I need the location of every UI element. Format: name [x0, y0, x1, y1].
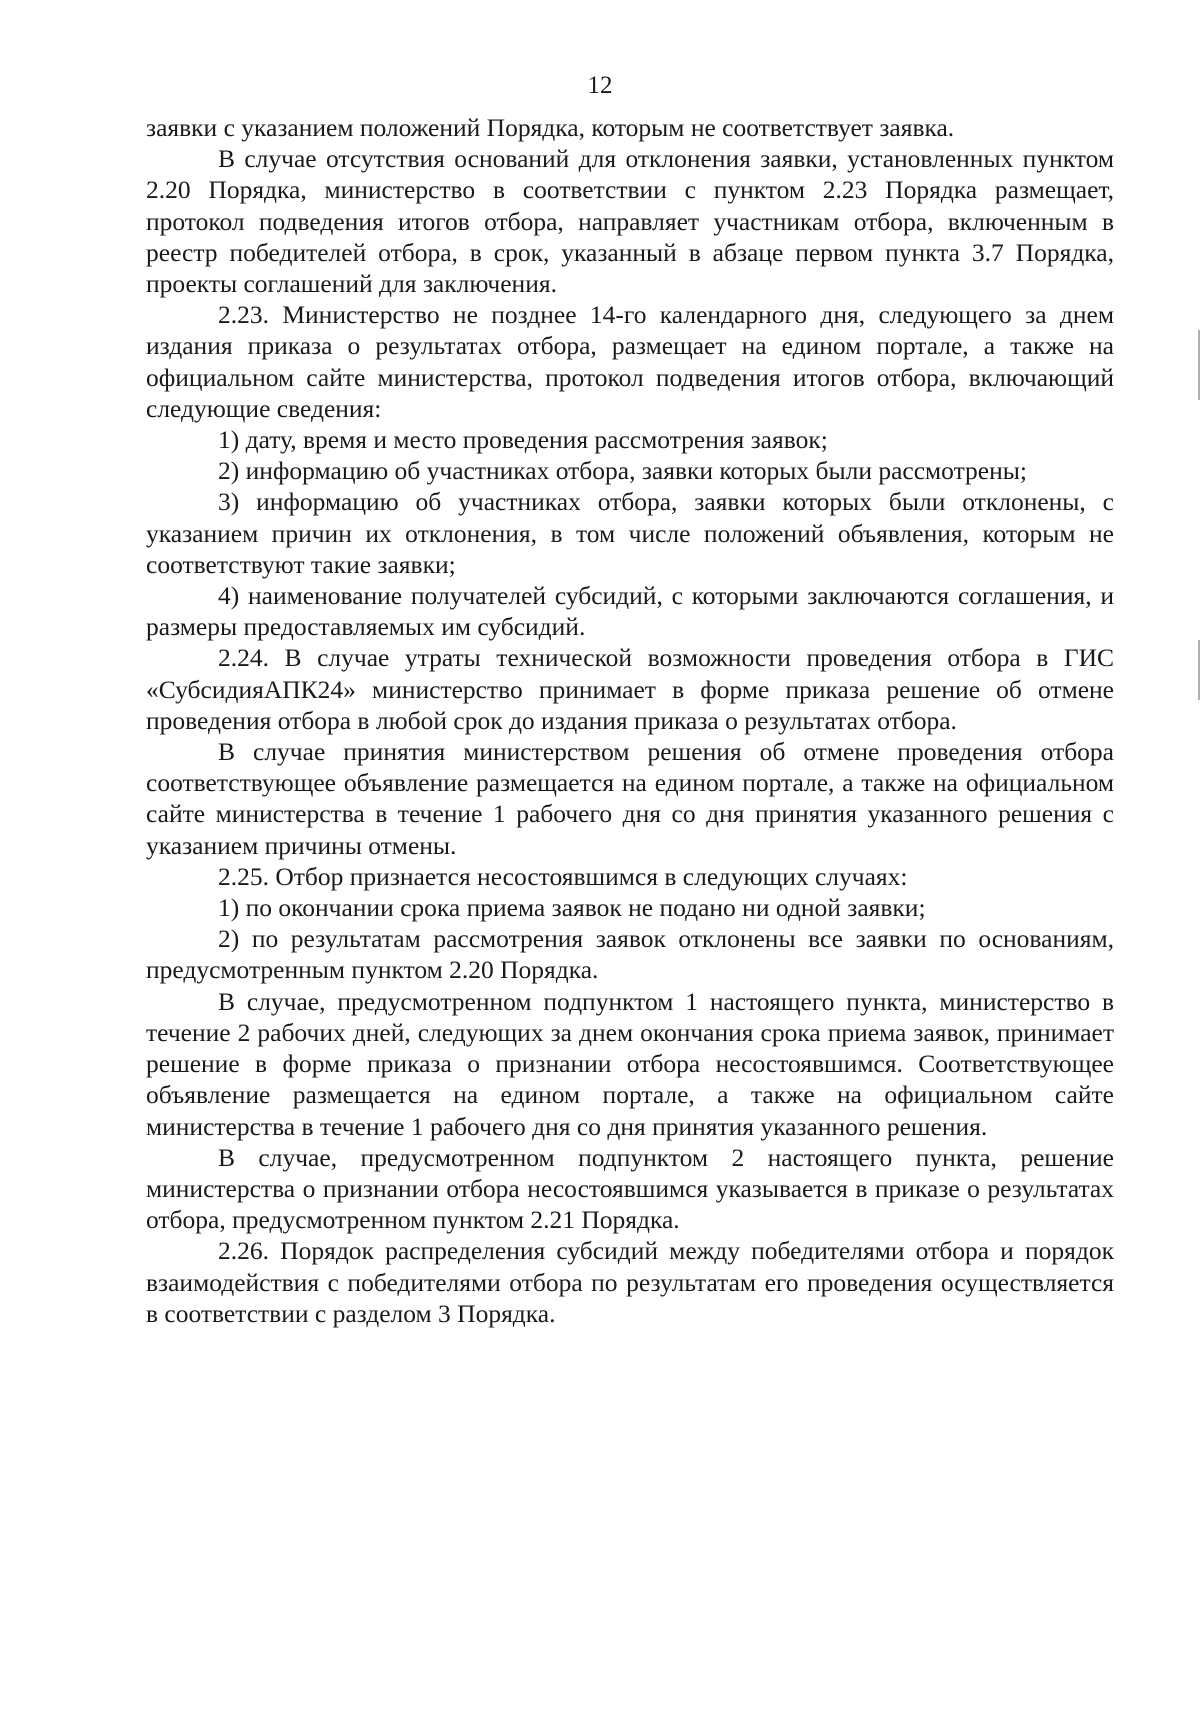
paragraph: В случае, предусмотренном подпунктом 1 настоящего пункта, министерство в течение 2 рабочих дней, следующих за днем окончания срока приема заявок, принимает решение в форме приказа о признании отбора несостоявшимся. Соответствующее объявление размещается на едином портале, а также на официальном сайте министерства в течение 1 рабочего дня со дня принятия указанного решения.: [146, 986, 1114, 1141]
paragraph: В случае, предусмотренном подпунктом 2 настоящего пункта, решение министерства о признании отбора несостоявшимся указывается в приказе о результатах отбора, предусмотренном пунктом 2.21 Порядка.: [146, 1142, 1114, 1235]
paragraph: 2.24. В случае утраты технической возможности проведения отбора в ГИС «СубсидияАПК24» министерство принимает в форме приказа решение об отмене проведения отбора в любой срок до издания приказа о результатах отбора.: [146, 643, 1114, 735]
list-item: 2) информацию об участниках отбора, заявки которых были рассмотрены;: [218, 456, 1027, 486]
list-item: 3) информацию об участниках отбора, заявки которых были отклонены, с указанием причин их отклонения, в том числе положений объявления, которым не соответствуют такие заявки;: [146, 487, 1114, 579]
paragraph: В случае отсутствия оснований для отклонения заявки, установленных пунктом 2.20 Порядка, министерство в соответствии с пунктом 2.23 Порядка размещает, протокол подведения итогов отбора, направляет участникам отбора, включенным в реестр победителей отбора, в срок, указанный в абзаце первом пункта 3.7 Порядка, проекты соглашений для заключения.: [146, 144, 1114, 299]
paragraph: 2.25. Отбор признается несостоявшимся в следующих случаях:: [218, 861, 908, 891]
paragraph: 2.23. Министерство не позднее 14-го календарного дня, следующего за днем издания приказа о результатах отбора, размещает на едином портале, а также на официальном сайте министерства, протокол подведения итогов отбора, включающий следующие сведения:: [146, 300, 1114, 423]
list-item: 2) по результатам рассмотрения заявок отклонены все заявки по основаниям, предусмотренным пунктом 2.20 Порядка.: [146, 924, 1114, 985]
paragraph: В случае принятия министерством решения об отмене проведения отбора соответствующее объявление размещается на едином портале, а также на официальном сайте министерства в течение 1 рабочего дня со дня принятия указанного решения с указанием причины отмены.: [146, 737, 1114, 860]
paragraph: заявки с указанием положений Порядка, которым не соответствует заявка.: [146, 113, 955, 142]
list-item: 1) по окончании срока приема заявок не подано ни одной заявки;: [218, 893, 926, 923]
document-body: [146, 112, 1114, 1329]
list-item: 1) дату, время и место проведения рассмотрения заявок;: [218, 425, 828, 455]
paragraph: 2.26. Порядок распределения субсидий между победителями отбора и порядок взаимодействия с победителями отбора по результатам его проведения осуществляется в соответствии с разделом 3 Порядка.: [146, 1236, 1114, 1328]
page-number: 12: [587, 72, 613, 99]
list-item: 4) наименование получателей субсидий, с которыми заключаются соглашения, и размеры предоставляемых им субсидий.: [146, 581, 1114, 642]
